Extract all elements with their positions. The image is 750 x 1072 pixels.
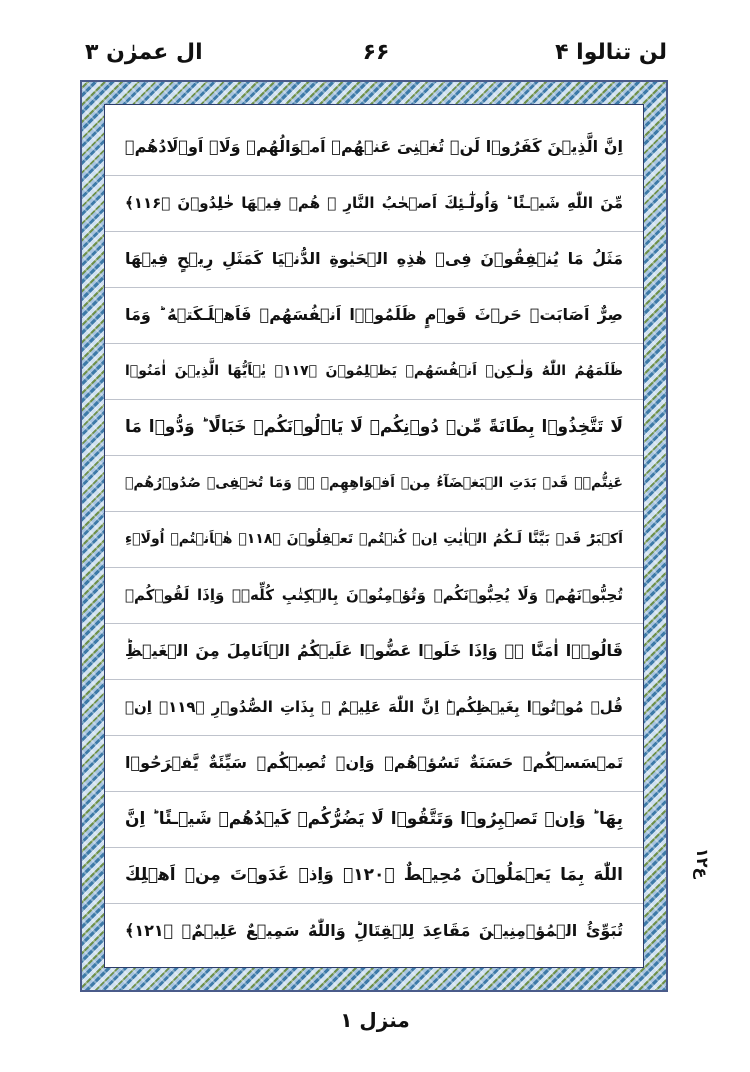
page-header: [85, 40, 667, 80]
text-line: مِّنَ اللّٰهِ شَيۡـئًا‌ ؕ وَاُولٰٓـئِكَ اَصۡحٰبُ النَّارِ‌ ۚ هُمۡ فِيۡهَا خٰلِدُوۡنَ ﴿۱۱۶﴾: [125, 194, 623, 212]
text-line: بِهَا ‌ؕ وَاِنۡ تَصۡبِرُوۡا وَتَتَّقُوۡا لَا يَضُرُّكُمۡ كَيۡدُهُمۡ شَيۡـئًا‌ ؕ اِنَّ: [125, 809, 623, 829]
text-line: تُبَوِّئُ الۡمُؤۡمِنِيۡنَ مَقَاعِدَ لِلۡقِتَالِ‌ؕ وَاللّٰهُ سَمِيۡعٌ عَلِيۡمٌۙ ﴿۱۲۱﴾: [125, 921, 623, 940]
juz-name: لن تنالوا ۴: [555, 40, 667, 65]
text-line: مَثَلُ مَا يُنۡفِقُوۡنَ فِىۡ هٰذِهِ الۡحَيٰوةِ الدُّنۡيَا كَمَثَلِ رِيۡحٍ فِيۡهَا: [125, 249, 623, 268]
text-line: لَا تَتَّخِذُوۡا بِطَانَةً مِّنۡ دُوۡنِكُمۡ لَا يَاۡلُوۡنَكُمۡ خَبَالًا ؕ وَدُّوۡا مَا: [125, 417, 623, 437]
text-line: تَمۡسَسۡكُمۡ حَسَنَةٌ تَسُؤۡهُمۡ وَاِنۡ تُصِبۡكُمۡ سَيِّئَةٌ يَّفۡرَحُوۡا: [125, 753, 623, 772]
text-line: اَكۡبَرُ‌ؕ قَدۡ بَيَّنَّا لَـكُمُ الۡاٰيٰتِ‌ اِنۡ كُنۡتُمۡ تَعۡقِلُوۡنَ ﴿۱۱۸﴾ هٰۤاَنۡتُمۡ اُولَاۤءِ: [125, 531, 623, 547]
ornamental-border: [80, 80, 668, 992]
text-line: قَالُوۡۤا اٰمَنَّا ‌ۖۚ وَاِذَا خَلَوۡا عَضُّوۡا عَلَيۡكُمُ الۡاَنَامِلَ مِنَ الۡغَيۡظِ‌ؕ: [125, 641, 623, 660]
page-number: ۶۶: [362, 40, 390, 65]
text-panel: [104, 104, 644, 968]
text-line: عَنِتُّمۡ‌ۚ قَدۡ بَدَتِ الۡبَغۡضَآءُ مِنۡ اَفۡوَاهِهِمۡ ۖۚ وَمَا تُخۡفِىۡ صُدُوۡرُهُمۡ: [125, 475, 623, 491]
ruku-marker: ع۱۲: [693, 847, 712, 879]
text-line: تُحِبُّوۡنَهُمۡ وَلَا يُحِبُّوۡنَكُمۡ وَتُؤۡمِنُوۡنَ بِالۡكِتٰبِ كُلِّهٖ‌ۚ وَاِذَا لَقُوۡكُمۡ: [125, 586, 623, 604]
text-line: اللّٰهَ بِمَا يَعۡمَلُوۡنَ مُحِيۡطٌ ﴿۱۲۰﴾ وَاِذۡ غَدَوۡتَ مِنۡ اَهۡلِكَ: [125, 865, 623, 885]
surah-name: ال عمرٰن ۳: [85, 40, 203, 65]
text-line: ظَلَمَهُمُ اللّٰهُ وَلٰـكِنۡ اَنۡفُسَهُمۡ يَظۡلِمُوۡنَ ﴿۱۱۷﴾ يٰۤاَيُّهَا الَّذِيۡنَ اٰمَنُوۡا: [125, 363, 623, 379]
text-line: صِرٌّ اَصَابَتۡ حَرۡثَ قَوۡمٍ ظَلَمُوۡۤا اَنۡفُسَهُمۡ فَاَهۡلَـكَتۡهُ‌ ؕ وَمَا: [125, 305, 623, 324]
text-line: اِنَّ الَّذِيۡنَ كَفَرُوۡا لَنۡ تُغۡنِىَ عَنۡهُمۡ اَمۡوَالُهُمۡ وَلَاۤ اَوۡلَادُهُمۡ: [125, 137, 623, 156]
text-line: قُلۡ مُوۡتُوۡا بِغَيۡظِكُمۡ‌ؕ اِنَّ اللّٰهَ عَلِيۡمٌ ۢ بِذَاتِ الصُّدُوۡرِ ﴿۱۱۹﴾ اِنۡ: [125, 698, 623, 716]
manzil-label: منزل ۱: [340, 1008, 410, 1032]
